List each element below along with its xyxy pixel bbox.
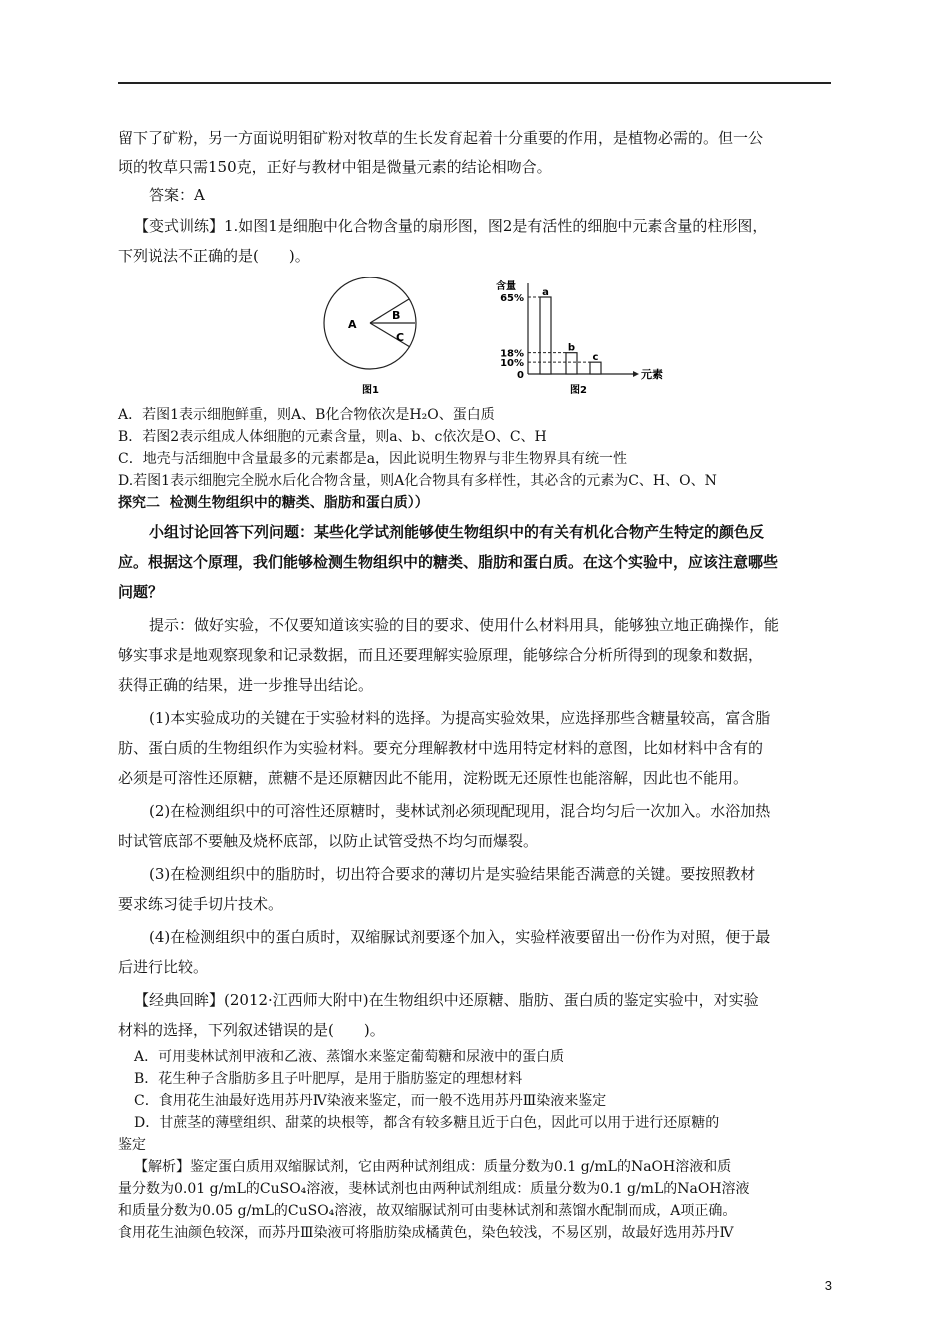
discussion-question: 问题？: [118, 583, 164, 601]
point-4: 后进行比较。: [118, 958, 209, 976]
x-axis-arrow: [633, 371, 639, 377]
exercise-question: 【变式训练】1.如图1是细胞中化合物含量的扇形图，图2是有活性的细胞中元素含量的柱形图，: [134, 217, 768, 235]
pie-chart-figure1: [324, 277, 416, 396]
analysis-text: 量分数为0.01 g/mL的CuSO₄溶液，斐林试剂也由两种试剂组成：质量分数为0.1 g/mL的NaOH溶液: [118, 1181, 750, 1197]
classic-option-d: D．甘蔗茎的薄壁组织、甜菜的块根等，都含有较多糖且近于白色，因此可以用于进行还原糖的: [134, 1115, 720, 1131]
classic-option-d: 鉴定: [118, 1137, 146, 1153]
point-3: 要求练习徒手切片技术。: [118, 895, 284, 913]
tick-label: 65%: [500, 293, 524, 304]
classic-question: 材料的选择，下列叙述错误的是( )。: [118, 1021, 385, 1039]
bar-label-a: a: [542, 287, 549, 298]
x-axis-label: 元素: [641, 368, 663, 381]
exercise-question: 下列说法不正确的是( )。: [118, 247, 310, 265]
tick-label: 10%: [500, 358, 524, 370]
classic-option-b: B．花生种子含脂肪多且子叶肥厚，是用于脂肪鉴定的理想材料: [134, 1071, 523, 1087]
answer-line: 答案：A: [149, 186, 205, 204]
analysis-text: 和质量分数为0.05 g/mL的CuSO₄溶液，故双缩脲试剂可由斐林试剂和蒸馏水配制而成，A项正确。: [118, 1203, 737, 1219]
point-1: 必须是可溶性还原糖，蔗糖不是还原糖因此不能用，淀粉既无还原性也能溶解，因此也不能用。: [118, 769, 749, 787]
page-number: 3: [824, 1278, 832, 1293]
bar-c: [590, 362, 601, 374]
text-line: 留下了矿粉，另一方面说明钼矿粉对牧草的生长发育起着十分重要的作用，是植物必需的。但一公: [118, 129, 764, 147]
point-2: 时试管底部不要触及烧杯底部，以防止试管受热不均匀而爆裂。: [118, 832, 539, 850]
analysis-text: 食用花生油颜色较深，而苏丹Ⅲ染液可将脂肪染成橘黄色，染色较浅，不易区别，故最好选用苏丹Ⅳ: [118, 1225, 734, 1241]
discussion-question: 应。根据这个原理，我们能够检测生物组织中的糖类、脂肪和蛋白质。在这个实验中，应该注意哪些: [118, 553, 779, 571]
classic-option-c: C．食用花生油最好选用苏丹Ⅳ染液来鉴定，而一般不选用苏丹Ⅲ染液来鉴定: [134, 1093, 607, 1109]
point-3: (3)在检测组织中的脂肪时，切出符合要求的薄切片是实验结果能否满意的关键。要按照教材: [149, 865, 756, 883]
option-c: C．地壳与活细胞中含量最多的元素都是a，因此说明生物界与非生物界具有统一性: [118, 451, 628, 467]
discussion-question: 小组讨论回答下列问题：某些化学试剂能够使生物组织中的有关有机化合物产生特定的颜色反: [149, 523, 765, 541]
figures: [310, 277, 700, 402]
analysis-text: 【解析】鉴定蛋白质用双缩脲试剂，它由两种试剂组成：质量分数为0.1 g/mL的NaOH溶液和质: [134, 1159, 732, 1175]
classic-question: 【经典回眸】(2012·江西师大附中)在生物组织中还原糖、脂肪、蛋白质的鉴定实验中，对实验: [134, 991, 759, 1009]
bar-label-b: b: [567, 342, 576, 354]
hint-text: 够实事求是地观察现象和记录数据，而且还要理解实验原理，能够综合分析所得到的现象和数据，: [118, 646, 764, 664]
bar-b: [566, 353, 577, 374]
point-1: (1)本实验成功的关键在于实验材料的选择。为提高实验效果，应选择那些含糖量较高，富含脂: [149, 709, 771, 727]
tick-label: 18%: [500, 348, 524, 360]
section-heading: 探究二 检测生物组织中的糖类、脂肪和蛋白质））: [118, 495, 429, 511]
pie-label-a: A: [348, 318, 357, 331]
figure2-caption: 图2: [570, 385, 587, 396]
tick-label: 0: [517, 370, 524, 381]
y-axis-label: 含量: [496, 281, 516, 292]
classic-option-a: A．可用斐林试剂甲液和乙液、蒸馏水来鉴定葡萄糖和尿液中的蛋白质: [134, 1049, 565, 1065]
point-4: (4)在检测组织中的蛋白质时，双缩脲试剂要逐个加入，实验样液要留出一份作为对照，便于最: [149, 928, 771, 946]
pie-label-b: B: [392, 309, 401, 322]
point-1: 肪、蛋白质的生物组织作为实验材料。要充分理解教材中选用特定材料的意图，比如材料中含有的: [118, 739, 764, 757]
hint-text: 获得正确的结果，进一步推导出结论。: [118, 676, 374, 694]
point-2: (2)在检测组织中的可溶性还原糖时，斐林试剂必须现配现用，混合均匀后一次加入。水浴加热: [149, 802, 771, 820]
bar-chart-figure2: [496, 279, 663, 396]
text-line: 顷的牧草只需150克，正好与教材中钼是微量元素的结论相吻合。: [118, 158, 552, 176]
option-b: B．若图2表示组成人体细胞的元素含量，则a、b、c依次是O、C、H: [118, 429, 547, 445]
figure1-caption: 图1: [362, 385, 379, 396]
option-d: D.若图1表示细胞完全脱水后化合物含量，则A化合物具有多样性，其必含的元素为C、H、O、N: [118, 473, 717, 489]
pie-label-c: C: [396, 331, 405, 344]
hint-text: 提示：做好实验，不仅要知道该实验的目的要求、使用什么材料用具，能够独立地正确操作，能: [149, 616, 780, 634]
header-rule: [118, 82, 831, 84]
bar-label-c: c: [592, 352, 599, 364]
option-a: A．若图1表示细胞鲜重，则A、B化合物依次是H₂O、蛋白质: [118, 407, 495, 423]
